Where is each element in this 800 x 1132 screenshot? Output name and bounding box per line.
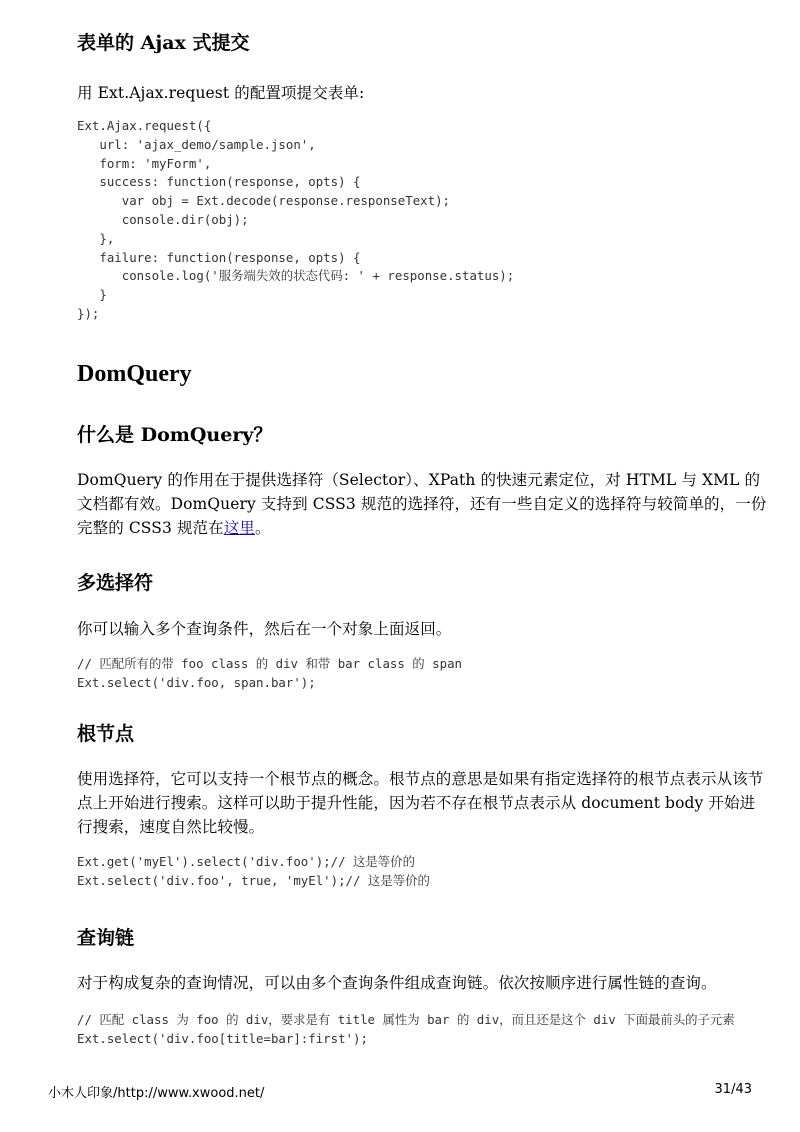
css3-spec-link[interactable]: 这里: [223, 518, 255, 537]
paragraph-multi-selector: 你可以输入多个查询条件，然后在一个对象上面返回。: [77, 619, 452, 638]
heading-domquery: DomQuery: [77, 360, 192, 387]
footer-page-number: 31/43: [714, 1082, 752, 1097]
heading-root-node: 根节点: [77, 723, 135, 746]
paragraph-query-chain: 对于构成复杂的查询情况，可以由多个查询条件组成查询链。依次按顺序进行属性链的查询。: [77, 973, 717, 992]
paragraph-what-is-domquery: [77, 468, 767, 540]
heading-ajax-submit: 表单的 Ajax 式提交: [77, 32, 250, 54]
what-is-text: DomQuery 的作用在于提供选择符（Selector）、XPath 的快速元素定位，对 HTML 与 XML 的文档都有效。DomQuery 支持到 CSS3 规范的选择符，还有一些自定义的选择符与较简单的，一份完整的 CSS3 规范在: [77, 470, 767, 537]
footer-source: 小木人印象/http://www.xwood.net/: [48, 1086, 265, 1101]
heading-query-chain: 查询链: [77, 926, 135, 949]
heading-multi-selector: 多选择符: [77, 571, 154, 594]
document-page: [77, 30, 767, 1049]
what-is-text-end: 。: [254, 518, 271, 537]
heading-what-is-domquery: 什么是 DomQuery？: [77, 423, 273, 446]
code-block-multi-selector: // 匹配所有的带 foo class 的 div 和带 bar class 的 span Ext.select('div.foo, span.bar');: [77, 655, 462, 690]
paragraph-root-node: 使用选择符，它可以支持一个根节点的概念。根节点的意思是如果有指定选择符的根节点表示从该节点上开始进行搜索。这样可以助于提升性能，因为若不存在根节点表示从 document body 开始进行搜索，速度自然比较慢。: [77, 770, 764, 837]
code-block-ajax-request: Ext.Ajax.request({ url: 'ajax_demo/sample.json', form: 'myForm', success: function(response, opts) { var obj = Ext.decode(response.responseText); console.dir(obj); }, failure: function(response, opts) { console.log('服务端失效的状态代码: ' + response.status); } });: [77, 118, 515, 321]
paragraph-ajax-intro: 用 Ext.Ajax.request 的配置项提交表单:: [77, 84, 365, 102]
code-block-query-chain: // 匹配 class 为 foo 的 div，要求是有 title 属性为 bar 的 div，而且还是这个 div 下面最前头的子元素 Ext.select('div.foo[title=bar]:first');: [77, 1011, 735, 1046]
code-block-root-node: Ext.get('myEl').select('div.foo');// 这是等价的 Ext.select('div.foo', true, 'myEl');// 这是等价的: [77, 854, 430, 889]
